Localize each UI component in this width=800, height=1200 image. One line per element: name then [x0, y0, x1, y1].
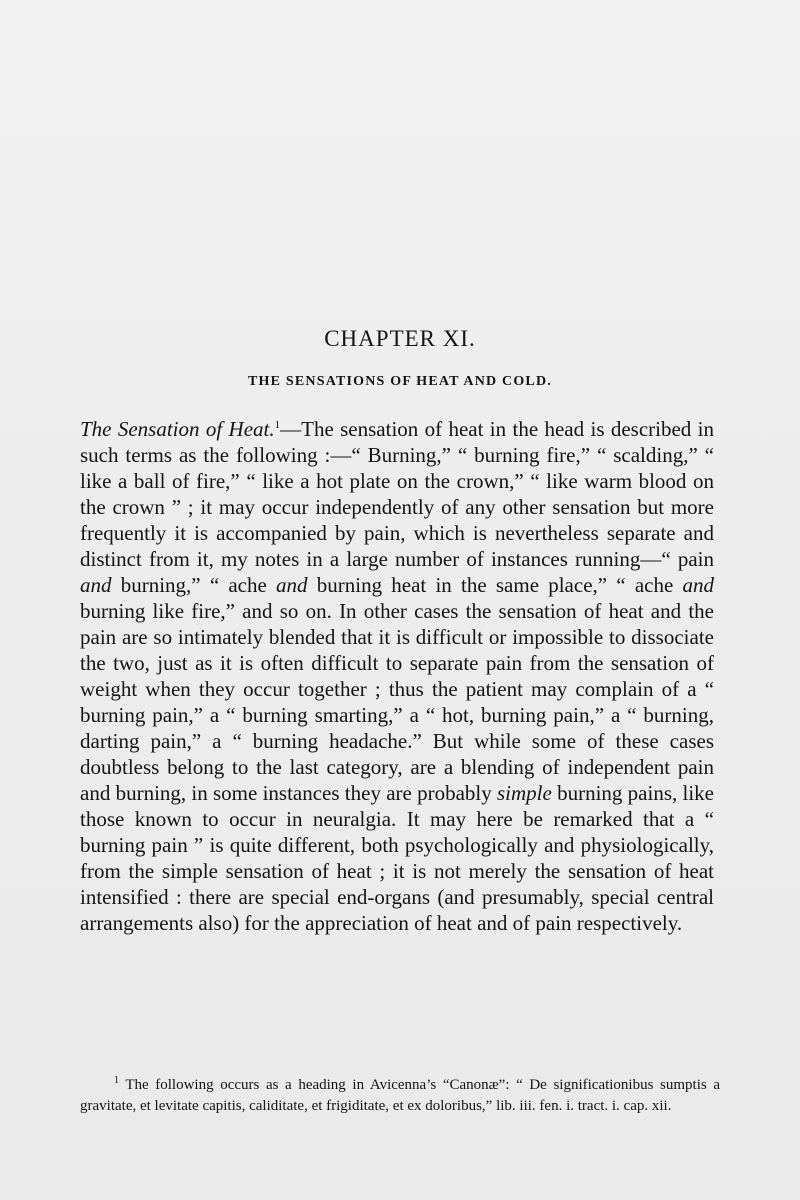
footnote-text: The following occurs as a heading in Avicenna’s “Canonæ”: “ De significationibus sumptis a gravitate, et levitate capitis, caliditate, et frigiditate, et ex doloribus,” lib. iii. fen. i. tract. i. cap. xii. [80, 1077, 720, 1114]
footnote-reference[interactable]: 1 [274, 419, 281, 431]
paragraph-heading: The Sensation of Heat. [80, 417, 275, 441]
body-paragraph [80, 416, 714, 936]
footnote-mark: 1 [114, 1075, 119, 1086]
emphasis: and [276, 573, 308, 597]
body-text-segment: burning like fire,” and so on. In other cases the sensation of heat and the pain are so intimately blended that it is difficult or impossible to dissociate the two, just as it is often difficult to separate pain from the sensation of weight when they occur together ; thus the patient may complain of a “ burning pain,” a “ burning smarting,” a “ hot, burning pain,” a “ burning, darting pain,” a “ burning headache.” But while some of these cases doubtless belong to the last category, are a blending of independent pain and burning, in some instances they are probably [80, 599, 714, 805]
body-text-segment: burning heat in the same place,” “ ache [307, 573, 683, 597]
footnote [80, 1075, 720, 1117]
emphasis: simple [497, 781, 552, 805]
emphasis: and [80, 573, 112, 597]
emphasis: and [682, 573, 715, 597]
body-text-segment: burning pains, like those known to occur in neuralgia. It may here be remarked that a “ burning pain ” is quite different, both psychologically and physiologically, from the simple sensation of heat ; it is not merely the sensation of heat intensified : there are special end-organs (and presumably, special central arrangements also) for the appreciation of heat and of pain respectively. [80, 781, 714, 935]
show-through-text [70, 95, 730, 325]
chapter-title: CHAPTER XI. [324, 326, 476, 351]
body-text-segment: —The sensation of heat in the head is described in such terms as the following :—“ Burning,” “ burning fire,” “ scalding,” “ like a ball of fire,” “ like a hot plate on the crown,” “ like warm blood on the crown ” ; it may occur independently of any other sensation but more frequently it is accompanied by pain, which is nevertheless separate and distinct from it, my notes in a large number of instances running—“ pain [80, 417, 714, 571]
section-title: THE SENSATIONS OF HEAT AND COLD. [248, 374, 552, 389]
body-text-segment: burning,” “ ache [111, 573, 277, 597]
